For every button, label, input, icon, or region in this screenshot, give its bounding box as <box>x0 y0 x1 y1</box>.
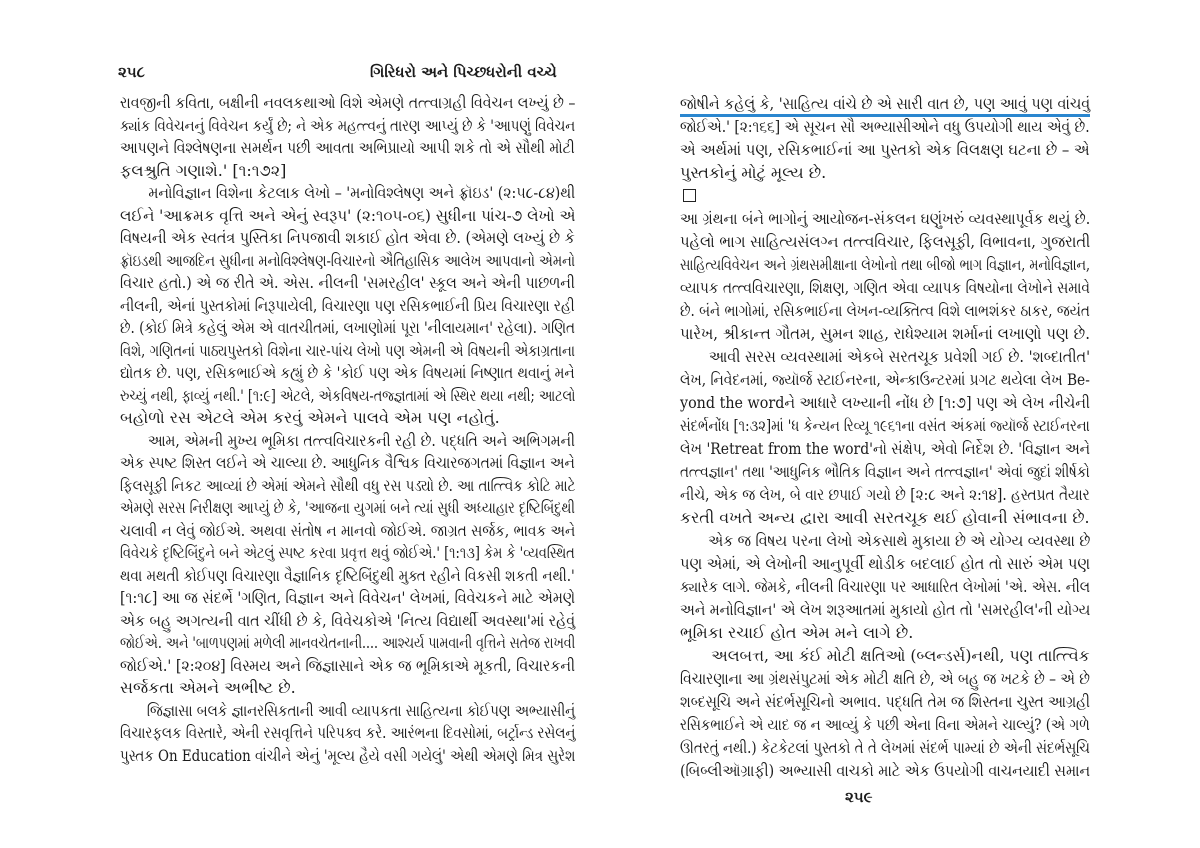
text-line: વિચારફલક વિસ્તારે, એની રસવૃત્તિને પરિપક્વ કરે. આરંભના દિવસોમાં, બર્ટ્રાન્ડ રસેલનું <box>120 723 576 742</box>
text-line: આપણને વિશ્લેષણના સમર્થન પછી આવતા અભિપ્રાયો આપી શકે તો એ સૌથી મોટી <box>120 138 575 157</box>
text-line: વ્યાપક તત્ત્વવિચારણા, શિક્ષણ, ગણિત એવા વ્યાપક વિષયોના લેખોને સમાવે <box>680 278 1090 297</box>
text-line: એક જ વિષય પરના લેખો એકસાથે મુકાયા છે એ યોગ્ય વ્યવસ્થા છે <box>708 531 1091 550</box>
right-page <box>600 0 1200 848</box>
text-line: રાવજીની કવિતા, બક્ષીની નવલકથાઓ વિશે એમણે તત્ત્વાગ્રહી વિવેચન લખ્યું છે – <box>120 93 576 112</box>
text-line: જિજ્ઞાસા બલકે જ્ઞાનરસિકતાની આવી વ્યાપકતા સાહિત્યના કોઈપણ અભ્યાસીનું <box>146 700 576 720</box>
text-line: એક સ્પષ્ટ શિસ્ત લઈને એ ચાલ્યા છે. આધુનિક વૈશ્વિક વિચારજગતમાં વિજ્ઞાન અને <box>120 453 575 472</box>
text-line: [૧:૧૮] આ જ સંદર્ભે 'ગણિત, વિજ્ઞાન અને વિવેચન' લેખમાં, વિવેચકને માટે એમણે <box>120 588 576 607</box>
text-line: અલબત્ત, આ કંઈ મોટી ક્ષતિઓ (બ્લન્ડર્સ)નથી, પણ તાત્ત્વિક <box>711 646 1090 665</box>
text-line: એક બહુ અગત્યની વાત ચીંધી છે કે, વિવેચકોએ 'નિત્ય વિદ્યાર્થી અવસ્થા'માં રહેવું <box>120 610 576 630</box>
text-line: શબ્દસૂચિ અને સંદર્ભસૂચિનો અભાવ. પદ્ધતિ તેમ જ શિસ્તના ચુસ્ત આગ્રહી <box>680 692 1090 711</box>
text-line: ફ્રૉઇડથી આજદિન સુધીના મનોવિશ્લેષણ-વિચારનો ઐતિહાસિક આલેખ આપવાનો એમનો <box>120 250 576 270</box>
text-line: નીલની, એનાં પુસ્તકોમાં નિરૂપાયેલી, વિચારણા પણ રસિકભાઈની પ્રિય વિચારણા રહી <box>120 295 575 315</box>
text-line: જોઈએ.' [૨:૨૦૪] વિસ્મય અને જિજ્ઞાસાને એક જ ભૂમિકાએ મૂકતી, વિચારકની <box>120 655 576 675</box>
text-line: લઈને 'આક્રમક વૃત્તિ અને એનું સ્વરૂપ' (૨:૧૦૫-૦૬) સુધીના પાંચ-૭ લેખો એ <box>120 205 576 225</box>
text-line: રુચ્યું નથી, ફાવ્યું નથી.' [૧:૯] એટલે, એકવિષય-તજ્જ્ઞતામાં એ સ્થિર થયા નથી; આટલો <box>120 385 576 405</box>
paragraph <box>680 529 1090 644</box>
text-line: લેખ, નિવેદનમાં, જ્યૉર્જ સ્ટાઈનરના, એન્કાઉન્ટરમાં પ્રગટ થયેલા લેખ Be- <box>680 370 1090 389</box>
running-head: ગિરિધરો અને પિચ્છધરોની વચ્ચે <box>370 63 557 81</box>
text-line: ક્યાંક વિવેચનનું વિવેચન કર્યું છે; ને એક મહત્ત્વનું તારણ આપ્યું છે કે 'આપણું વિવેચન <box>120 115 576 135</box>
text-line: પહેલો ભાગ સાહિત્યસંલગ્ન તત્ત્વવિચાર, ફિલસૂફી, વિભાવના, ગુજરાતી <box>680 232 1091 251</box>
paragraph <box>680 345 1090 529</box>
text-line: સંદર્ભનોંધ [૧:૩૨]માં 'ધ કેન્યન રિવ્યૂ ૧૯૬૧ના વસંત અંકમાં જ્યૉર્જ સ્ટાઈનરના <box>680 416 1090 435</box>
paragraph <box>680 207 1090 345</box>
text-line: સાહિત્યવિવેચન અને ગ્રંથસમીક્ષાના લેખોનો તથા બીજો ભાગ વિજ્ઞાન, મનોવિજ્ઞાન, <box>680 255 1091 274</box>
paragraph <box>120 700 575 768</box>
text-line: ચલાવી ન લેવું જોઈએ. અથવા સંતોષ ન માનવો જોઈએ. જાગ્રત સર્જક, ભાવક અને <box>120 520 576 540</box>
page-number: ૨૫૯ <box>845 788 873 806</box>
text-line: સર્જકતા એમને અભીષ્ટ છે. <box>120 678 296 697</box>
text-line: એમણે સરસ નિરીક્ષણ આપ્યું છે કે, 'આજના યુગમાં બને ત્યાં સુધી અધ્યાહાર દૃષ્ટિબિંદુથી <box>120 498 575 517</box>
text-line: એ અર્થમાં પણ, રસિકભાઈનાં આ પુસ્તકો એક વિલક્ષણ ઘટના છે – એ <box>680 140 1090 159</box>
paragraph <box>120 92 575 182</box>
text-line: લેખ 'Retreat from the word'નો સંક્ષેપ, એવો નિર્દેશ છે. 'વિજ્ઞાન અને <box>680 439 1091 458</box>
text-line: yond the wordને આધારે લખ્યાની નોંધ છે [૧:૭] પણ એ લેખ નીચેની <box>680 393 1090 412</box>
text-line: આમ, એમની મુખ્ય ભૂમિકા તત્ત્વવિચારકની રહી છે. પદ્ધતિ અને અભિગમની <box>147 430 575 450</box>
text-column <box>680 92 1090 782</box>
text-line: વિચાર હતો.) એ જ રીતે એ. એસ. નીલની 'સમરહીલ' સ્કૂલ અને એની પાછળની <box>120 273 575 292</box>
text-line: છે. (કોઈ મિત્રે કહેલું એમ એ વાતચીતમાં, લખાણોમાં પૂરા 'નીલાયમાન' રહેલા). ગણિત <box>120 318 575 337</box>
text-line: પુસ્તક On Education વાંચીને એનું 'મૂલ્ય હૈયે વસી ગયેલું' એથી એમણે મિત્ર સુરેશ <box>120 745 576 765</box>
text-line: થવા મથતી કોઈપણ વિચારણા વૈજ્ઞાનિક દૃષ્ટિબિંદુથી મુક્ત રહીને વિકસી શકતી નથી.' <box>120 565 575 585</box>
page-number: ૨૫૮ <box>118 63 145 81</box>
text-line: જોષીને કહેલું કે, 'સાહિત્ય વાંચે છે એ સારી વાત છે, પણ આવું પણ વાંચવું <box>680 94 1091 113</box>
text-line: (બિબ્લીઑગ્રાફી) અભ્યાસી વાચકો માટે એક ઉપયોગી વાચનયાદી સમાન <box>680 761 1091 780</box>
text-column <box>120 92 575 767</box>
text-line: દ્યોતક છે. પણ, રસિકભાઈએ કહ્યું છે કે 'કોઈ પણ એક વિષયમાં નિષ્ણાત થવાનું મને <box>120 363 575 382</box>
text-line: પુસ્તકોનું મોટું મૂલ્ય છે. <box>680 163 827 182</box>
text-line: ફલશ્રુતિ ગણાશે.' [૧:૧૭૨] <box>120 160 287 180</box>
text-line: પણ એમાં, એ લેખોની આનુપૂર્વી થોડીક બદલાઈ હોત તો સારું એમ પણ <box>680 554 1091 573</box>
section-break <box>680 184 1090 207</box>
text-line: પારેખ, શ્રીકાન્ત ગૌતમ, સુમન શાહ, રાધેશ્યામ શર્માનાં લખાણો પણ છે. <box>680 324 1090 343</box>
text-line: આ ગ્રંથના બંને ભાગોનું આયોજન-સંકલન ઘણુંખરું વ્યવસ્થાપૂર્વક થયું છે. <box>680 209 1091 228</box>
text-line: વિવેચકે દૃષ્ટિબિંદુને બને એટલું સ્પષ્ટ કરવા પ્રવૃત્ત થવું જોઈએ.' [૧:૧૩] કેમ કે 'વ્યવસ્થિત <box>120 543 575 562</box>
paragraph <box>120 182 575 430</box>
text-line: મનોવિજ્ઞાન વિશેના કેટલાક લેખો – 'મનોવિશ્લેષણ અને ફ્રૉઇડ' (૨:૫૮-૮૪)થી <box>148 183 576 202</box>
text-line: વિશે, ગણિતનાં પાઠ્યપુસ્તકો વિશેના ચાર-પાંચ લેખો પણ એમની એ વિષયની એકાગ્રતાના <box>120 340 575 360</box>
section-break-square-icon <box>683 189 696 202</box>
text-line: બહોળો રસ એટલે એમ કરવું એમને પાલવે એમ પણ નહોતું. <box>120 408 500 427</box>
text-line: જોઈએ. અને 'બાળપણમાં મળેલી માનવચેતનાની.... આશ્ચર્ય પામવાની વૃત્તિને સતેજ રાખવી <box>120 633 576 652</box>
text-line: ભૂમિકા રચાઈ હોત એમ મને લાગે છે. <box>680 623 914 642</box>
text-line: તત્ત્વજ્ઞાન' તથા 'આધુનિક ભૌતિક વિજ્ઞાન અને તત્ત્વજ્ઞાન' એવાં જુદાં શીર્ષકો <box>680 462 1090 481</box>
paragraph <box>680 92 1090 184</box>
text-line: ફિલસૂફી નિકટ આવ્યાં છે એમાં એમને સૌથી વધુ રસ પડ્યો છે. આ તાત્ત્વિક કોટિ માટે <box>120 475 576 495</box>
text-line: જોઈએ.' [૨:૧૬૬] એ સૂચન સૌ અભ્યાસીઓને વધુ ઉપયોગી થાય એવું છે. <box>680 117 1090 136</box>
text-line: આવી સરસ વ્યવસ્થામાં એકબે સરતચૂક પ્રવેશી ગઈ છે. 'શબ્દાતીત' <box>708 347 1091 366</box>
text-line: વિષયની એક સ્વતંત્ર પુસ્તિકા નિપજાવી શકાઈ હોત એવા છે. (એમણે લખ્યું છે કે <box>120 228 575 247</box>
paragraph <box>680 644 1090 782</box>
text-line: અને મનોવિજ્ઞાન' એ લેખ શરૂઆતમાં મુકાયો હોત તો 'સમરહીલ'ની યોગ્ય <box>680 600 1091 619</box>
text-line: ક્યારેક લાગે. જેમકે, નીલની વિચારણા પર આધારિત લેખોમાં 'એ. એસ. નીલ <box>680 577 1091 596</box>
text-line: વિચારણાના આ ગ્રંથસંપુટમાં એક મોટી ક્ષતિ છે, એ બહુ જ ખટકે છે – એ છે <box>680 669 1090 688</box>
text-line: રસિકભાઈને એ યાદ જ ન આવ્યું કે પછી એના વિના એમને ચાલ્યું? (એ ગળે <box>680 715 1090 734</box>
text-line: છે. બંને ભાગોમાં, રસિકભાઈના લેખન-વ્યક્તિત્વ વિશે લાભશંકર ઠાકર, જયંત <box>680 301 1090 320</box>
text-line: ઊતરતું નથી.) કેટકેટલાં પુસ્તકો તે તે લેખમાં સંદર્ભ પામ્યાં છે એની સંદર્ભસૂચિ <box>680 738 1090 757</box>
text-line: નીચે, એક જ લેખ, બે વાર છપાઈ ગયો છે [૨:૮ અને ૨:૧૪]. હસ્તપ્રત તૈયાર <box>680 485 1090 504</box>
text-line: કરતી વખતે અન્ય દ્વારા આવી સરતચૂક થઈ હોવાની સંભાવના છે. <box>680 508 1090 527</box>
paragraph <box>120 430 575 700</box>
